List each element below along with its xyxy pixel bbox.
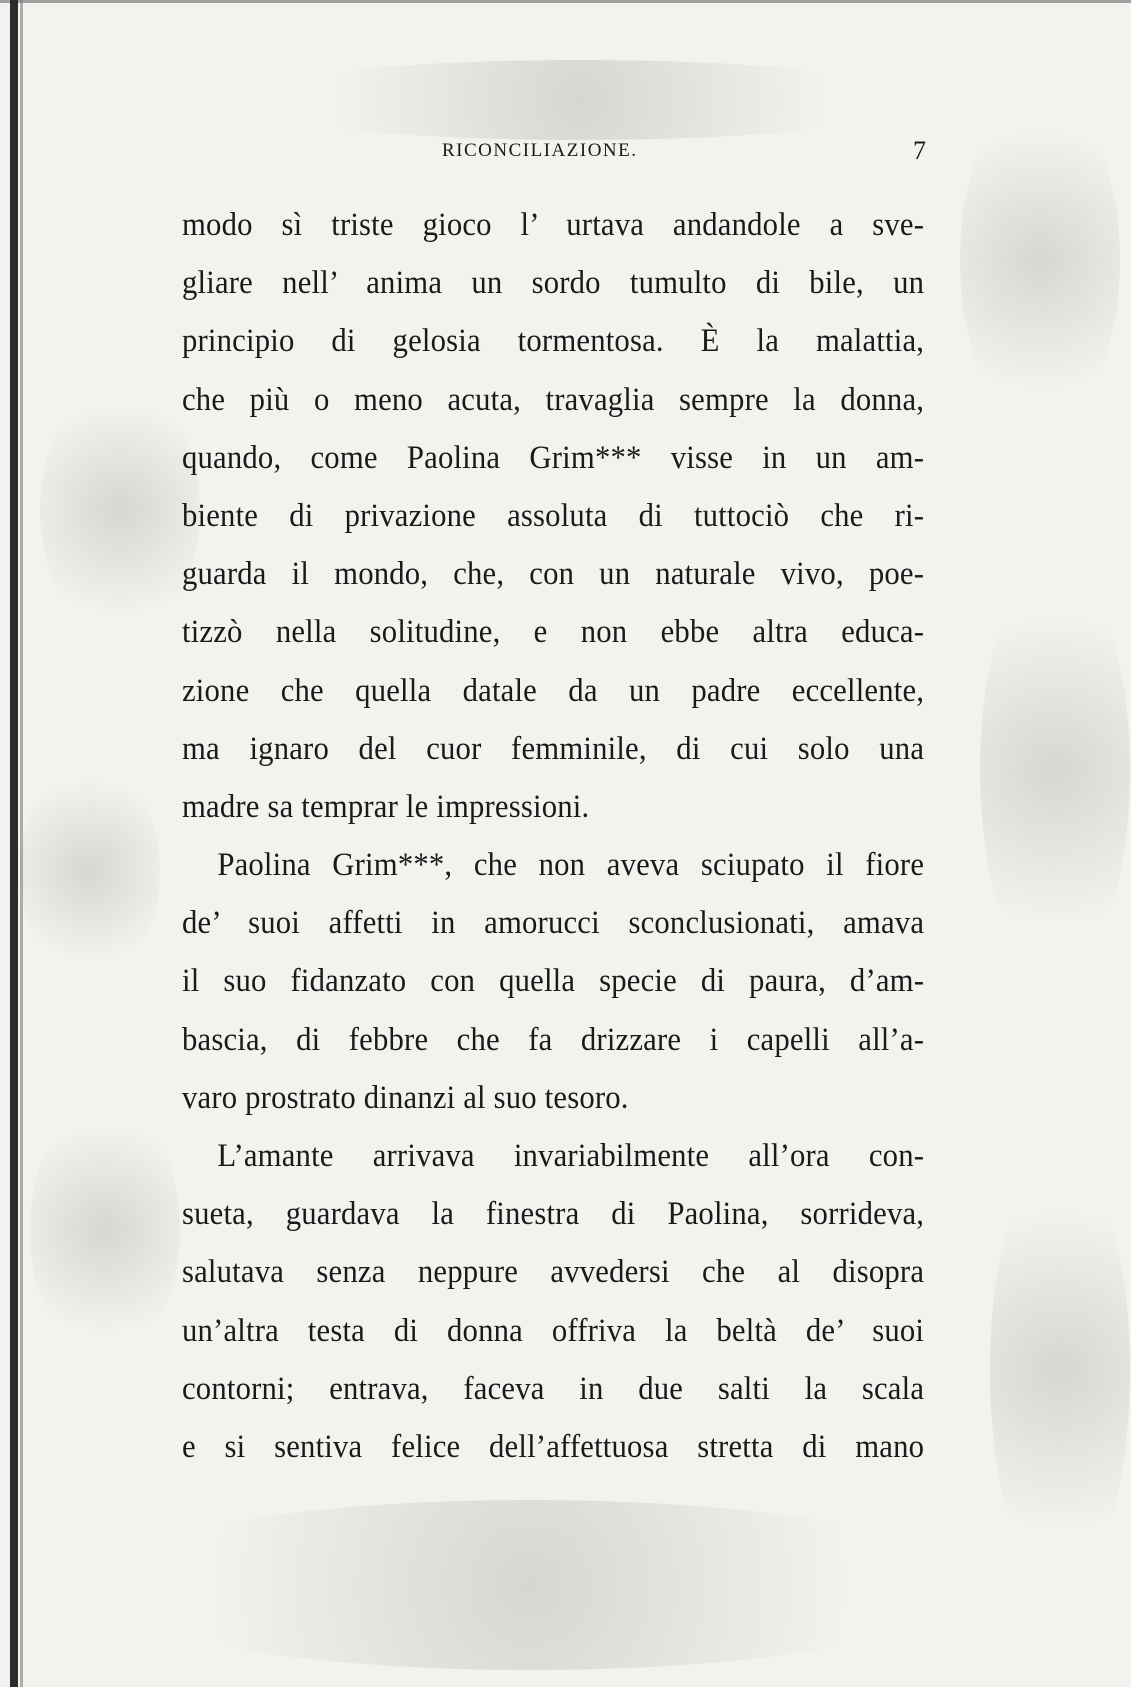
text-line: biente di privazione assoluta di tuttociò che ri- bbox=[182, 497, 925, 534]
text-line: contorni; entrava, faceva in due salti la scala bbox=[182, 1370, 925, 1407]
paragraph-first-line: Paolina Grim***, che non aveva sciupato il fiore bbox=[217, 847, 925, 884]
page-number: 7 bbox=[913, 136, 926, 165]
paragraph-first-line: L’amante arrivava invariabilmente all’ora con- bbox=[217, 1138, 925, 1174]
text-line: ma ignaro del cuor femminile, di cui solo una bbox=[182, 730, 925, 767]
text-line: modo sì triste gioco l’ urtava andandole a sve- bbox=[182, 207, 925, 243]
scan-noise bbox=[80, 1500, 980, 1670]
text-line: salutava senza neppure avvedersi che al disopra bbox=[182, 1254, 925, 1291]
scan-noise bbox=[990, 1150, 1130, 1590]
running-head: RICONCILIAZIONE. bbox=[442, 140, 638, 161]
text-line: principio di gelosia tormentosa. È la malattia, bbox=[182, 323, 925, 360]
scan-noise bbox=[980, 560, 1130, 980]
text-line: che più o meno acuta, travaglia sempre la donna, bbox=[182, 381, 925, 418]
page-header bbox=[180, 136, 926, 168]
binding-edge bbox=[10, 0, 18, 1687]
text-line: zione che quella datale da un padre eccellente, bbox=[182, 672, 925, 709]
text-line: tizzò nella solitudine, e non ebbe altra educa- bbox=[182, 614, 925, 651]
text-line: gliare nell’ anima un sordo tumulto di bile, un bbox=[182, 265, 925, 302]
text-line: e si sentiva felice dell’affettuosa stretta di mano bbox=[182, 1428, 925, 1465]
body-text bbox=[182, 196, 924, 1476]
page-top-edge bbox=[0, 0, 1131, 3]
text-line: un’altra testa di donna offriva la beltà de’ suoi bbox=[182, 1312, 925, 1349]
scan-noise bbox=[30, 1100, 180, 1360]
scan-noise bbox=[230, 60, 930, 140]
text-line: sueta, guardava la finestra di Paolina, sorrideva, bbox=[182, 1196, 925, 1233]
text-line: de’ suoi affetti in amorucci sconclusionati, amava bbox=[182, 905, 925, 942]
scan-noise bbox=[20, 760, 160, 980]
paragraph-last-line: varo prostrato dinanzi al suo tesoro. bbox=[182, 1079, 629, 1116]
scan-noise bbox=[960, 90, 1120, 430]
text-line: quando, come Paolina Grim*** visse in un am- bbox=[182, 439, 925, 476]
text-line: bascia, di febbre che fa drizzare i capelli all’a- bbox=[182, 1021, 925, 1058]
paragraph-last-line: madre sa temprar le impressioni. bbox=[182, 788, 590, 825]
text-line: il suo fidanzato con quella specie di paura, d’am- bbox=[182, 963, 925, 1000]
scan-noise bbox=[40, 380, 200, 640]
text-line: guarda il mondo, che, con un naturale vivo, poe- bbox=[182, 556, 925, 593]
